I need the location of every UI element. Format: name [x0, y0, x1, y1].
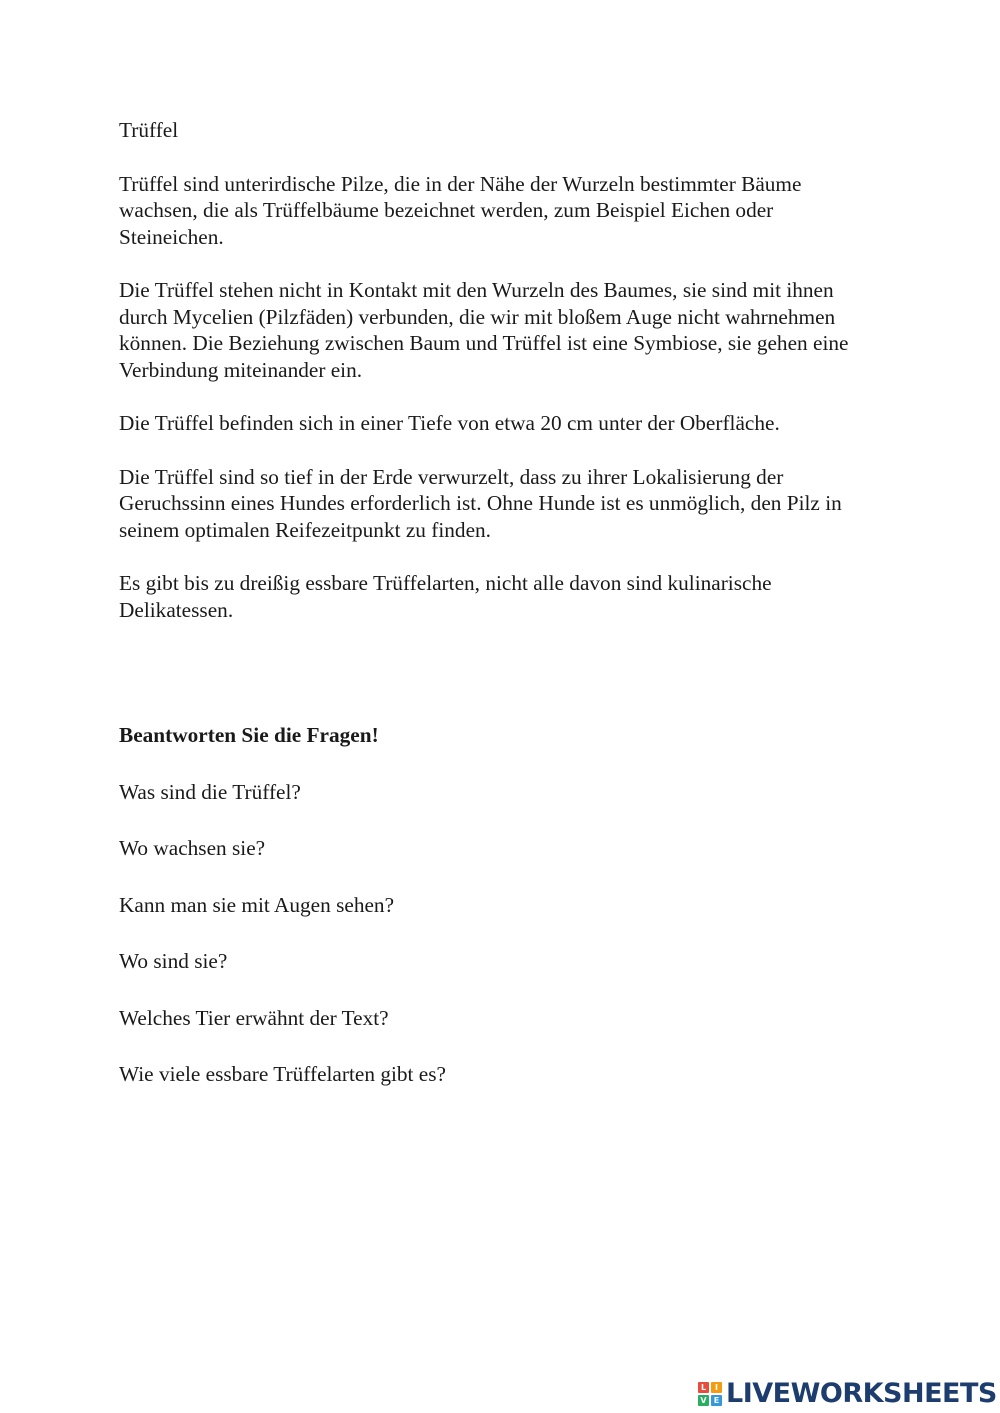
question-6: Wie viele essbare Trüffelarten gibt es? [119, 1062, 446, 1086]
paragraph-2: Die Trüffel stehen nicht in Kontakt mit den Wurzeln des Baumes, sie sind mit ihnen durch Mycelien (Pilzfäden) verbunden, die wir mit bloßem Auge nicht wahrnehmen können. Die Beziehung zwischen Baum und Trüffel ist eine Symbiose, sie gehen eine Verbindung miteinander ein. [119, 278, 849, 382]
logo-block-i: I [711, 1382, 722, 1393]
question-3: Kann man sie mit Augen sehen? [119, 892, 395, 917]
liveworksheets-logo [698, 1378, 997, 1410]
paragraph-4: Die Trüffel sind so tief in der Erde verwurzelt, dass zu ihrer Lokalisierung der Geruchssinn eines Hundes erforderlich ist. Ohne Hunde ist es unmöglich, den Pilz in seinem optimalen Reifezeitpunkt zu finden. [119, 464, 842, 542]
question-1: Was sind die Trüffel? [119, 779, 301, 804]
reading-text [119, 117, 879, 623]
paragraph-1: Trüffel sind unterirdische Pilze, die in der Nähe der Wurzeln bestimmter Bäume wachsen, die als Trüffelbäume bezeichnet werden, zum Beispiel Eichen oder Steineichen. [119, 171, 802, 249]
question-4: Wo sind sie? [119, 949, 228, 973]
questions-section [119, 722, 879, 1118]
question-5: Welches Tier erwähnt der Text? [119, 1005, 389, 1030]
document-title: Trüffel [119, 118, 179, 142]
logo-blocks-icon [698, 1382, 722, 1406]
logo-text: LIVEWORKSHEETS [726, 1378, 997, 1409]
logo-block-e: E [711, 1395, 722, 1406]
questions-heading: Beantworten Sie die Fragen! [119, 723, 379, 747]
logo-block-v: V [698, 1395, 709, 1406]
logo-block-l: L [698, 1382, 709, 1393]
question-2: Wo wachsen sie? [119, 836, 266, 860]
paragraph-5: Es gibt bis zu dreißig essbare Trüffelarten, nicht alle davon sind kulinarische Delikatessen. [119, 571, 772, 622]
paragraph-3: Die Trüffel befinden sich in einer Tiefe von etwa 20 cm unter der Oberfläche. [119, 411, 780, 435]
